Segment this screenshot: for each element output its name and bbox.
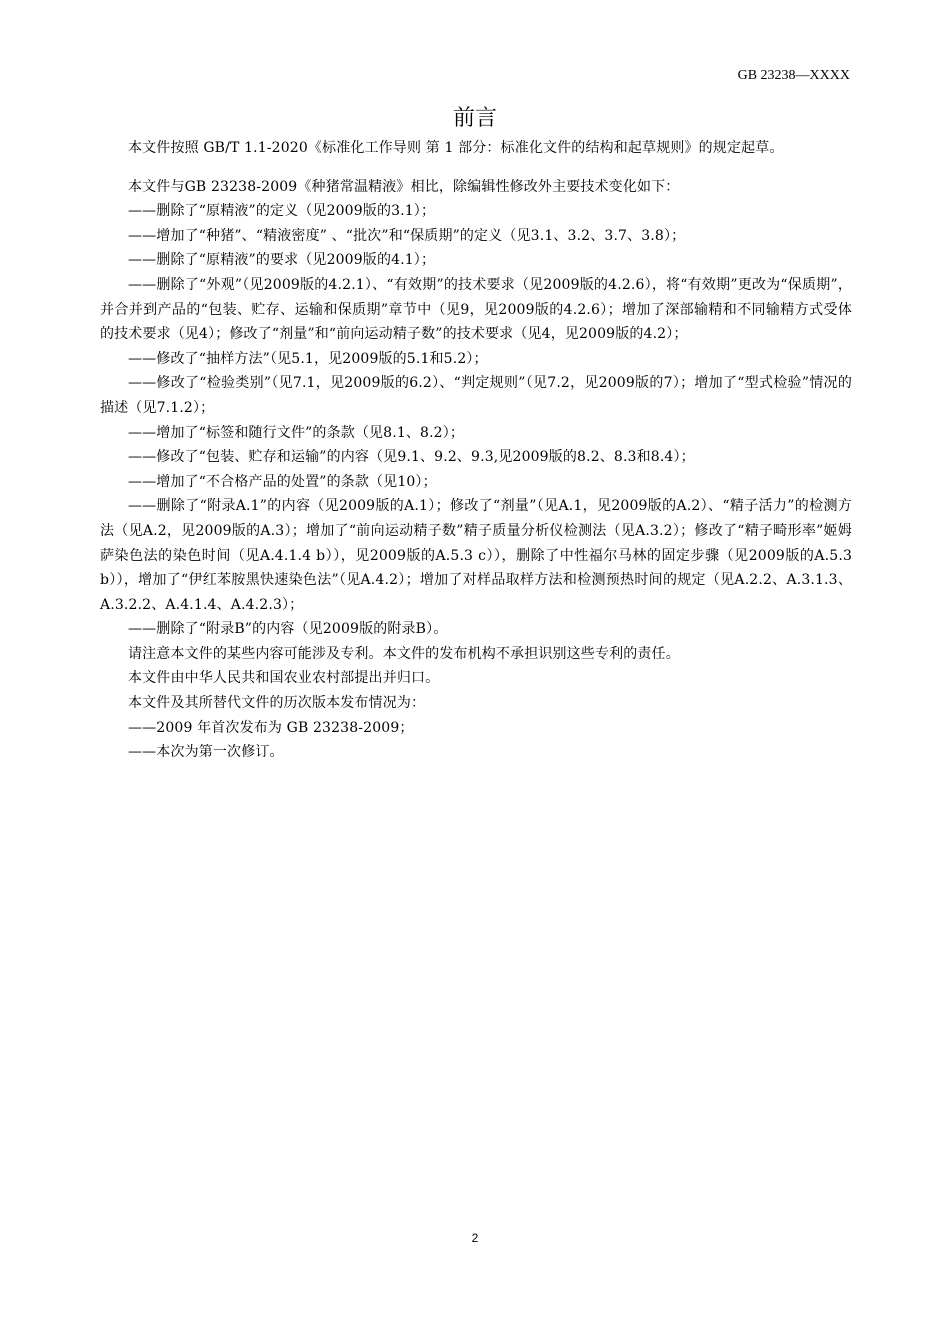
paragraph-drafting-rules: 本文件按照 GB/T 1.1-2020《标准化工作导则 第 1 部分：标准化文件的结构和起草规则》的规定起草。 — [128, 140, 784, 156]
change-item: ——增加了“不合格产品的处置”的条款（见10）； — [128, 473, 437, 490]
change-item: ——修改了“检验类别”（见7.1，见2009版的6.2）、“判定规则”（见7.2，见2009版的7）；增加了“型式检验”情况的描述（见7.1.2）； — [100, 375, 852, 416]
history-item: ——本次为第一次修订。 — [128, 744, 284, 761]
paragraph-gap — [100, 161, 852, 175]
change-item: ——增加了“标签和随行文件”的条款（见8.1、8.2）； — [128, 424, 465, 441]
change-item: ——修改了“包装、贮存和运输”的内容（见9.1、9.2、9.3,见2009版的8.2、8.3和8.4）； — [128, 449, 695, 466]
history-item: ——2009 年首次发布为 GB 23238-2009； — [128, 719, 414, 736]
paragraph-changes-intro: 本文件与GB 23238-2009《种猪常温精液》相比，除编辑性修改外主要技术变化如下： — [128, 178, 680, 195]
change-item: ——修改了“抽样方法”（见5.1，见2009版的5.1和5.2）； — [128, 350, 488, 367]
foreword-body — [100, 136, 852, 765]
page-title: 前言 — [452, 106, 497, 131]
change-item: ——删除了“外观”（见2009版的4.2.1）、“有效期”的技术要求（见2009版的4.2.6），将“有效期”更改为“保质期”，并合并到产品的“包装、贮存、运输和保质期”章节中（见9，见2009版的4.2.6）；增加了深部输精和不同输精方式受体的技术要求（见4）；修改了“剂量”和“前向运动精子数”的技术要求（见4，见2009版的4.2）； — [100, 276, 852, 343]
paragraph-proposer: 本文件由中华人民共和国农业农村部提出并归口。 — [128, 670, 440, 687]
change-item: ——删除了“原精液”的要求（见2009版的4.1）； — [128, 252, 436, 269]
paragraph-patent-notice: 请注意本文件的某些内容可能涉及专利。本文件的发布机构不承担识别这些专利的责任。 — [128, 645, 680, 662]
change-item: ——删除了“原精液”的定义（见2009版的3.1）； — [128, 203, 436, 220]
change-item: ——删除了“附录A.1”的内容（见2009版的A.1）；修改了“剂量”（见A.1，见2009版的A.2）、“精子活力”的检测方法（见A.2，见2009版的A.3）；增加了“前向运动精子数”精子质量分析仪检测法（见A.3.2）；修改了“精子畸形率”姬姆萨染色法的染色时间（见A.4.1.4 b）），见2009版的A.5.3 c）），删除了中性福尔马林的固定步骤（见2009版的A.5.3 b）），增加了“伊红苯胺黑快速染色法”（见A.4.2）；增加了对样品取样方法和检测预热时间的规定（见A.2.2、A.3.1.3、A.3.2.2、A.4.1.4、A.4.2.3）； — [100, 498, 852, 613]
page-number: 2 — [471, 1231, 479, 1245]
paragraph-history-intro: 本文件及其所替代文件的历次版本发布情况为： — [128, 695, 426, 712]
change-item: ——增加了“种猪”、“精液密度” 、“批次”和“保质期”的定义（见3.1、3.2、3.7、3.8）； — [128, 227, 686, 244]
change-item: ——删除了“附录B”的内容（见2009版的附录B）。 — [128, 621, 448, 638]
document-code: GB 23238—XXXX — [737, 68, 850, 83]
